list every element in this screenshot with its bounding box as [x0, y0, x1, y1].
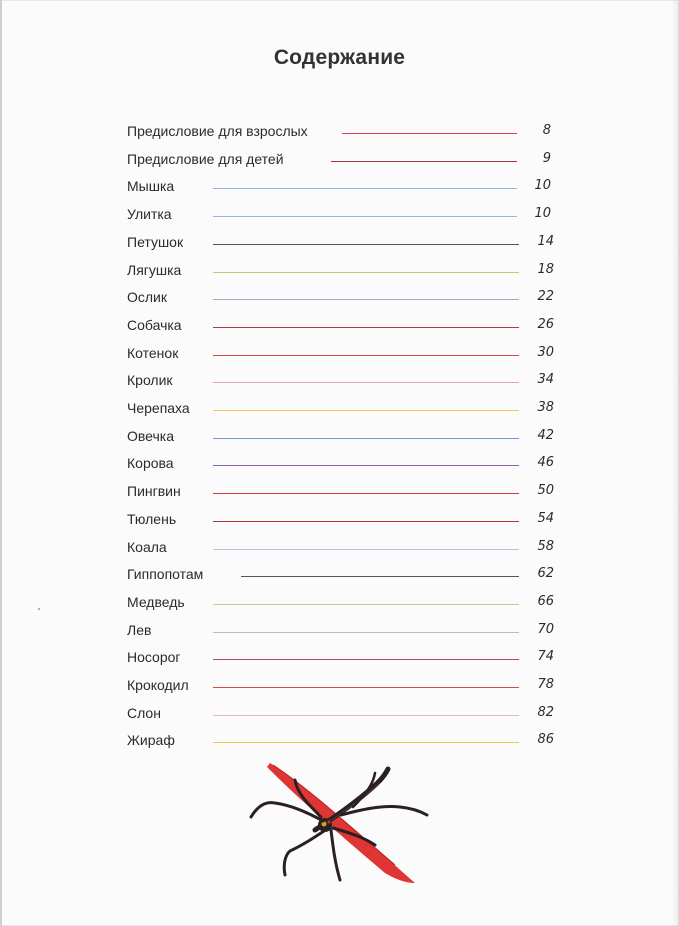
toc-leader-line — [213, 355, 519, 356]
toc-leader-line — [331, 161, 517, 162]
toc-leader-line — [213, 327, 519, 328]
toc-page-number: 50 — [537, 483, 554, 499]
toc-entry-title: Коала — [127, 538, 167, 555]
toc-page-number: 86 — [537, 732, 554, 748]
toc-entry — [0, 566, 679, 586]
toc-entry — [0, 289, 679, 309]
toc-page-number: 38 — [537, 400, 554, 415]
toc-entry-title: Носорог — [127, 649, 181, 666]
toc-page-number: 70 — [537, 621, 554, 637]
toc-entry-title: Мышка — [127, 178, 175, 195]
toc-page-number: 10 — [534, 206, 551, 222]
toc-leader-line — [213, 742, 519, 743]
toc-page-number: 14 — [537, 233, 554, 249]
toc-entry-title: Гиппопотам — [127, 566, 204, 583]
toc-entry — [0, 594, 679, 614]
toc-entry-title: Ослик — [127, 289, 168, 306]
toc-entry-title: Петушок — [127, 233, 184, 250]
toc-entry-title: Предисловие для взрослых — [127, 123, 308, 139]
toc-entry-title: Предисловие для детей — [127, 150, 284, 167]
toc-entry — [0, 262, 679, 282]
toc-leader-line — [213, 659, 519, 660]
toc-leader-line — [213, 216, 517, 217]
toc-entry — [0, 511, 679, 531]
toc-leader-line — [241, 576, 519, 577]
toc-entry-title: Кролик — [127, 372, 173, 389]
toc-entry — [0, 622, 679, 642]
toc-entry-title: Крокодил — [127, 677, 189, 693]
toc-entry — [0, 428, 679, 448]
toc-leader-line — [342, 133, 517, 134]
toc-entry — [0, 234, 679, 254]
toc-entry — [0, 372, 679, 392]
toc-leader-line — [213, 244, 519, 245]
toc-entry — [0, 455, 679, 475]
toc-entry — [0, 483, 679, 503]
toc-entry-title: Тюлень — [127, 510, 177, 527]
toc-leader-line — [213, 715, 519, 716]
toc-entry — [0, 400, 679, 420]
toc-page-number: 9 — [542, 150, 551, 166]
toc-leader-line — [213, 521, 519, 522]
toc-leader-line — [213, 604, 519, 605]
toc-entry — [0, 345, 679, 365]
toc-leader-line — [213, 188, 517, 189]
toc-entry — [0, 123, 679, 143]
toc-entry-title: Черепаха — [127, 400, 190, 416]
toc-entry-title: Лев — [127, 621, 152, 638]
toc-entry-title: Котенок — [127, 344, 179, 361]
toc-entry-title: Корова — [127, 455, 174, 472]
toc-page-number: 8 — [542, 123, 551, 138]
toc-page-number: 62 — [537, 566, 554, 582]
toc-entry-title: Пингвин — [127, 483, 181, 500]
page-title: Содержание — [273, 46, 406, 69]
toc-entry — [0, 178, 679, 198]
toc-entry — [0, 539, 679, 559]
toc-page-number: 46 — [537, 455, 554, 471]
toc-page-number: 10 — [534, 178, 551, 194]
toc-leader-line — [213, 272, 519, 273]
toc-leader-line — [213, 632, 519, 633]
toc-page-number: 18 — [537, 261, 554, 277]
toc-leader-line — [213, 299, 519, 300]
dragonfly-icon — [245, 755, 430, 890]
toc-leader-line — [213, 382, 519, 383]
toc-page-number: 42 — [537, 427, 554, 443]
toc-page-number: 30 — [537, 344, 554, 360]
toc-entry-title: Улитка — [127, 206, 172, 223]
toc-entry-title: Собачка — [127, 316, 182, 333]
toc-page-number: 58 — [537, 538, 554, 554]
toc-leader-line — [213, 687, 519, 688]
toc-page-number: 22 — [537, 289, 554, 305]
toc-page-number: 66 — [537, 593, 554, 609]
toc-entry-title: Лягушка — [127, 261, 182, 278]
toc-entry — [0, 649, 679, 669]
toc-page-number: 26 — [537, 316, 554, 332]
toc-leader-line — [213, 438, 519, 439]
toc-page-number: 34 — [537, 372, 554, 388]
toc-entry — [0, 151, 679, 171]
toc-entry — [0, 705, 679, 725]
toc-entry — [0, 206, 679, 226]
toc-page-number: 74 — [537, 649, 554, 665]
toc-entry — [0, 317, 679, 337]
toc-entry — [0, 677, 679, 697]
toc-entry-title: Слон — [127, 704, 161, 721]
toc-entry-title: Жираф — [127, 732, 175, 749]
toc-page-number: 82 — [537, 704, 554, 720]
toc-entry — [0, 732, 679, 752]
toc-leader-line — [213, 465, 519, 466]
toc-leader-line — [213, 493, 519, 494]
toc-entry-title: Медведь — [127, 593, 185, 610]
paper-speck — [38, 608, 40, 610]
toc-page-number: 54 — [537, 510, 554, 526]
toc-page-number: 78 — [537, 677, 554, 692]
toc-leader-line — [213, 549, 519, 550]
toc-entry-title: Овечка — [127, 427, 175, 444]
toc-leader-line — [213, 410, 519, 411]
